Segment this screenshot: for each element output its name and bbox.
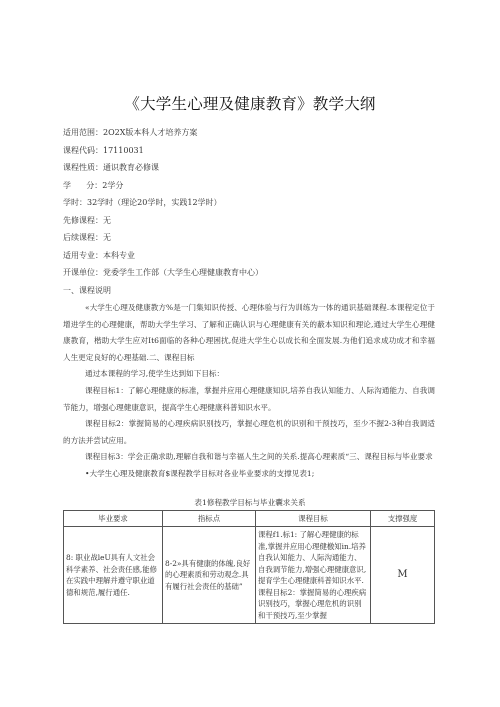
header-requirement: 毕业要求 <box>64 511 163 527</box>
paragraph-course-description: «大学生心理及健康教方%是一门集知识传授、心理体验与行为训练为一体的通识基础课程.本课程定位于增进学生的心理健康，帮助大学生学习、了解和正确认识与心理健康有关的蔽本知识和理论,通过大学生心理健康教育，楷助大学生应对It6面临的各种心理困扰,促进大学生心以成长和全面发展.为他们追求成功成才和幸福人生更定良好的心理基础.二、课程目标 <box>63 303 435 362</box>
cell-requirement: 8: 职业战leU具有人文社会科学素养、社会责任感,能修在实践中理解并遵守职业道德和规范,履行通任. <box>64 527 163 624</box>
header-strength: 支撑强度 <box>371 511 435 527</box>
cell-objectives: 课程f1.标1: 了解心理健康的标准,掌握并应用心理健檄知in.培养自我认知能力、人际沟通能力、自我调节能力,增强心理健康意识,提育学生心理健康科普知识水平.课程目标2：掌握简易的心理疾病识别技巧，掌握心理危机的识别和干预技巧,至少掌握 <box>256 527 371 624</box>
cell-indicator: 8-2»具有健康的体魄,良好的心理素质和劳动观念.具有履行社会责任的基础” <box>163 527 256 624</box>
document-title: 《大学生心理及健康教育》教学大纲 <box>124 95 376 113</box>
meta-course-nature: 课程性质：通识教育必修课 <box>63 163 159 172</box>
table-caption: 表1修程教学目标与毕业囊求关系 <box>194 498 306 507</box>
requirements-table <box>63 510 435 624</box>
header-indicator: 指标点 <box>163 511 256 527</box>
meta-prerequisite: 先修课程：无 <box>63 215 111 225</box>
table-row <box>64 527 435 624</box>
meta-follow-up: 后续课程：无 <box>63 233 111 242</box>
meta-course-code: 课程代码：17110031 <box>63 145 144 155</box>
meta-scope: 适用范围：2O2X版本科人才培养方案 <box>63 128 198 137</box>
paragraph-goals-intro: 通过本课程的学习,使学生达到如下目标： <box>85 369 225 379</box>
meta-hours: 学时：32学时（理论20学时，实践12学时） <box>63 198 222 207</box>
table-header-row <box>64 511 435 527</box>
header-objectives: 课程目标 <box>256 511 371 527</box>
meta-majors: 适用专业：本科专业 <box>63 250 135 260</box>
paragraph-table-reference: •大学生心理及健康教育$课程教学目标对各业毕业要求的支撑见表1; <box>85 468 315 478</box>
body-text <box>63 300 435 483</box>
paragraph-objective-1: 课程目标1：了解心理健康的标准，掌握并应用心理健康知识,培养自我认知能力、人际沟通能力、自我调节能力，增强心理健康意识，提高学生心理健康科普知识水平。 <box>63 385 435 412</box>
section-heading-course-description: 一、课程说明 <box>63 285 111 295</box>
meta-credits: 学 分：2学分 <box>63 180 124 190</box>
paragraph-objective-2: 课程目标2：掌握简易的心理疾病识别技巧，掌握心理危机的识别和干预技巧，至少不握2-3种自我调适的方法并尝试应用。 <box>63 419 435 445</box>
course-meta <box>63 124 443 299</box>
meta-department: 开课单位：党委学生工作部（大学生心理健康教育中心） <box>63 268 263 277</box>
paragraph-objective-3: 课程目标3：学会正确求助,理解自我和谐与幸福人生之间的关系.提高心理素质“三、课程目标与毕业要求 <box>85 452 433 462</box>
cell-strength: M <box>371 527 435 624</box>
